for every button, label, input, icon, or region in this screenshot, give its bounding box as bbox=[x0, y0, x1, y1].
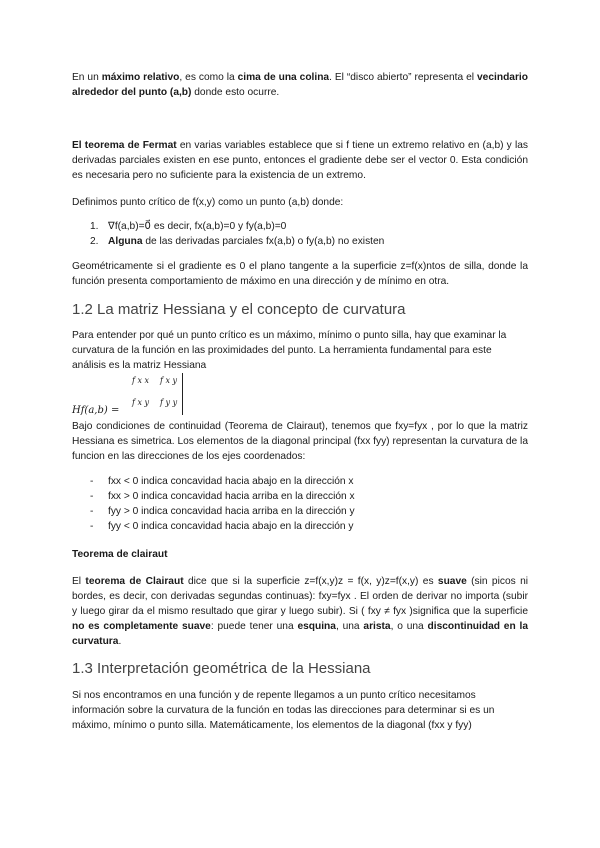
text: : puede tener una bbox=[210, 621, 298, 632]
text: , o una bbox=[390, 621, 428, 632]
bold-text: teorema de Clairaut bbox=[85, 576, 184, 587]
document-page bbox=[72, 62, 528, 733]
paragraph-fermat bbox=[72, 138, 528, 183]
text: , una bbox=[335, 621, 364, 632]
matrix-cell: f y y bbox=[160, 398, 178, 407]
bold-text: arista bbox=[363, 621, 391, 632]
text: En un bbox=[72, 72, 102, 83]
list-text: fxx > 0 indica concavidad hacia arriba en la dirección x bbox=[108, 491, 355, 502]
matrix-label: Hf(a,b) = bbox=[72, 405, 120, 416]
bold-text: vecindario alrededor del punto (a,b) bbox=[72, 72, 528, 98]
bold-text: suave bbox=[437, 576, 467, 587]
bullet: - bbox=[90, 506, 94, 517]
list-item bbox=[72, 519, 528, 534]
paragraph-maximo-relativo bbox=[72, 70, 528, 100]
concavity-list bbox=[72, 474, 528, 534]
bullet: - bbox=[90, 476, 94, 487]
text: . El “disco abierto” representa el bbox=[329, 72, 478, 83]
list-text: ∇f(a,b)=0⃗ es decir, fx(a,b)=0 y fy(a,b)=0 bbox=[108, 221, 287, 232]
text: . bbox=[118, 636, 122, 647]
critical-point-list bbox=[72, 219, 528, 249]
bold-text: máximo relativo bbox=[101, 72, 180, 83]
matrix-cell: f x y bbox=[160, 376, 178, 385]
list-item bbox=[72, 474, 528, 489]
list-item bbox=[72, 219, 528, 234]
paragraph-teorema-clairaut bbox=[72, 574, 528, 649]
text: , es como la bbox=[179, 72, 238, 83]
bullet: - bbox=[90, 491, 94, 502]
bold-text: Alguna bbox=[108, 236, 143, 247]
list-text: fxx < 0 indica concavidad hacia abajo en la dirección x bbox=[108, 476, 354, 487]
text: (sin picos ni bordes, es decir, con derivadas segundas continuas): fxy=fyx . El orden de derivar no importa (subir y luego girar da el mismo resultado que girar y luego subir). Si ( fxy ≠ fyx )significa que la superficie bbox=[72, 576, 528, 617]
text: dice que si la superficie z=f(x,y)z = f(x, y)z=f(x,y) es bbox=[183, 576, 438, 587]
text: donde esto ocurre. bbox=[191, 87, 280, 98]
paragraph-clairaut-continuity: Bajo condiciones de continuidad (Teorema de Clairaut), tenemos que fxy=fyx , por lo que la matriz Hessiana es simetrica. Los elementos de la diagonal principal (fxx fyy) representan la curvatura de la funcion en las direcciones de los ejes coordenados: bbox=[72, 421, 528, 462]
list-item bbox=[72, 234, 528, 249]
paragraph-punto-critico: Definimos punto crítico de f(x,y) como un punto (a,b) donde: bbox=[72, 197, 344, 208]
bold-text: discontinuidad en la curvatura bbox=[72, 621, 528, 647]
bullet: - bbox=[90, 521, 94, 532]
paragraph-hessiana-intro: Para entender por qué un punto crítico es un máximo, mínimo o punto silla, hay que examinar la curvatura de la función en las proximidades del punto. La herramienta fundamental para este análisis es la matriz Hessiana bbox=[72, 330, 507, 371]
section-heading-1-2: 1.2 La matriz Hessiana y el concepto de curvatura bbox=[72, 301, 406, 318]
list-number: 1. bbox=[90, 221, 99, 232]
paragraph-interpretacion: Si nos encontramos en una función y de repente llegamos a un punto crítico necesitamos información sobre la curvatura de la función en todas las direcciones para determinar si es un máximo, mínimo o punto silla. Matemáticamente, los elementos de la diagonal (fxx y fyy) bbox=[72, 690, 495, 731]
list-text: de las derivadas parciales fx(a,b) o fy(a,b) no existen bbox=[142, 236, 385, 247]
bold-text: no es completamente suave bbox=[72, 621, 211, 632]
paragraph-geometricamente: Geométricamente si el gradiente es 0 el plano tangente a la superficie z=f(x)ntos de silla, donde la función presenta comportamiento de máximo en una dirección y de mínimo en otra. bbox=[72, 261, 528, 287]
list-text: fyy < 0 indica concavidad hacia abajo en la dirección y bbox=[108, 521, 354, 532]
list-number: 2. bbox=[90, 236, 99, 247]
bold-text: El teorema de Fermat bbox=[72, 140, 177, 151]
section-heading-1-3: 1.3 Interpretación geométrica de la Hessiana bbox=[72, 660, 371, 677]
list-text: fyy > 0 indica concavidad hacia arriba en la dirección y bbox=[108, 506, 355, 517]
text: en varias variables establece que si f tiene un extremo relativo en (a,b) y las derivadas parciales existen en ese punto, entonces el gradiente debe ser el vector 0. Esta condición es necesaria pero no suficiente para la existencia de un extremo. bbox=[72, 140, 528, 181]
matrix-cell: f x x bbox=[132, 376, 150, 385]
hessian-matrix bbox=[72, 373, 528, 419]
text: El bbox=[72, 576, 86, 587]
list-item bbox=[72, 489, 528, 504]
bold-text: cima de una colina bbox=[237, 72, 330, 83]
list-item bbox=[72, 504, 528, 519]
matrix-cell: f x y bbox=[132, 398, 150, 407]
bold-text: esquina bbox=[297, 621, 336, 632]
matrix-bracket bbox=[182, 373, 183, 415]
subheading-clairaut: Teorema de clairaut bbox=[72, 549, 168, 560]
